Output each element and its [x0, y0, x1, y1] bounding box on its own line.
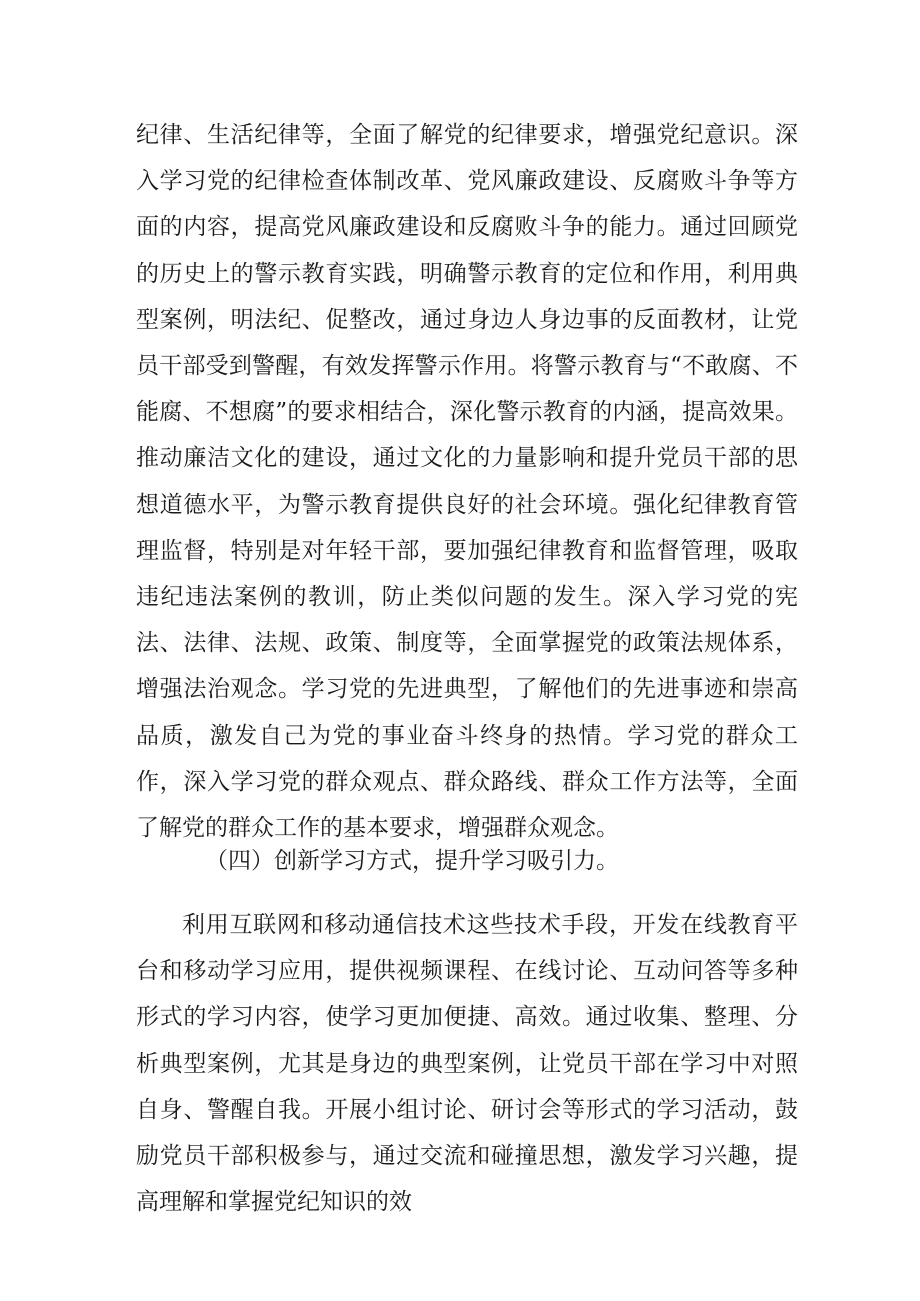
body-paragraph: 纪律、生活纪律等，全面了解党的纪律要求，增强党纪意识。深入学习党的纪律检查体制改革、党风廉政建设、反腐败斗争等方面的内容，提高党风廉政建设和反腐败斗争的能力。通过回顾党的历史上的警示教育实践，明确警示教育的定位和作用，利用典型案例，明法纪、促整改，通过身边人身边事的反面教材，让党员干部受到警醒，有效发挥警示作用。将警示教育与“不敢腐、不能腐、不想腐”的要求相结合，深化警示教育的内涵，提高效果。推动廉洁文化的建设，通过文化的力量影响和提升党员干部的思想道德水平，为警示教育提供良好的社会环境。强化纪律教育管理监督，特别是对年轻干部，要加强纪律教育和监督管理，吸取违纪违法案例的教训，防止类似问题的发生。深入学习党的宪法、法律、法规、政策、制度等，全面掌握党的政策法规体系，增强法治观念。学习党的先进典型，了解他们的先进事迹和崇高品质，激发自己为党的事业奋斗终身的热情。学习党的群众工作，深入学习党的群众观点、群众路线、群众工作方法等，全面了解党的群众工作的基本要求，增强群众观念。	[136, 122, 798, 842]
section-heading: （四）创新学习方式，提升学习吸引力。	[205, 848, 619, 874]
body-paragraph: 利用互联网和移动通信技术这些技术手段，开发在线教育平台和移动学习应用，提供视频课程、在线讨论、互动问答等多种形式的学习内容，使学习更加便捷、高效。通过收集、整理、分析典型案例，尤其是身边的典型案例，让党员干部在学习中对照自身、警醒自我。开展小组讨论、研讨会等形式的学习活动，鼓励党员干部积极参与，通过交流和碰撞思想，激发学习兴趣，提高理解和掌握党纪知识的效	[136, 912, 798, 1216]
